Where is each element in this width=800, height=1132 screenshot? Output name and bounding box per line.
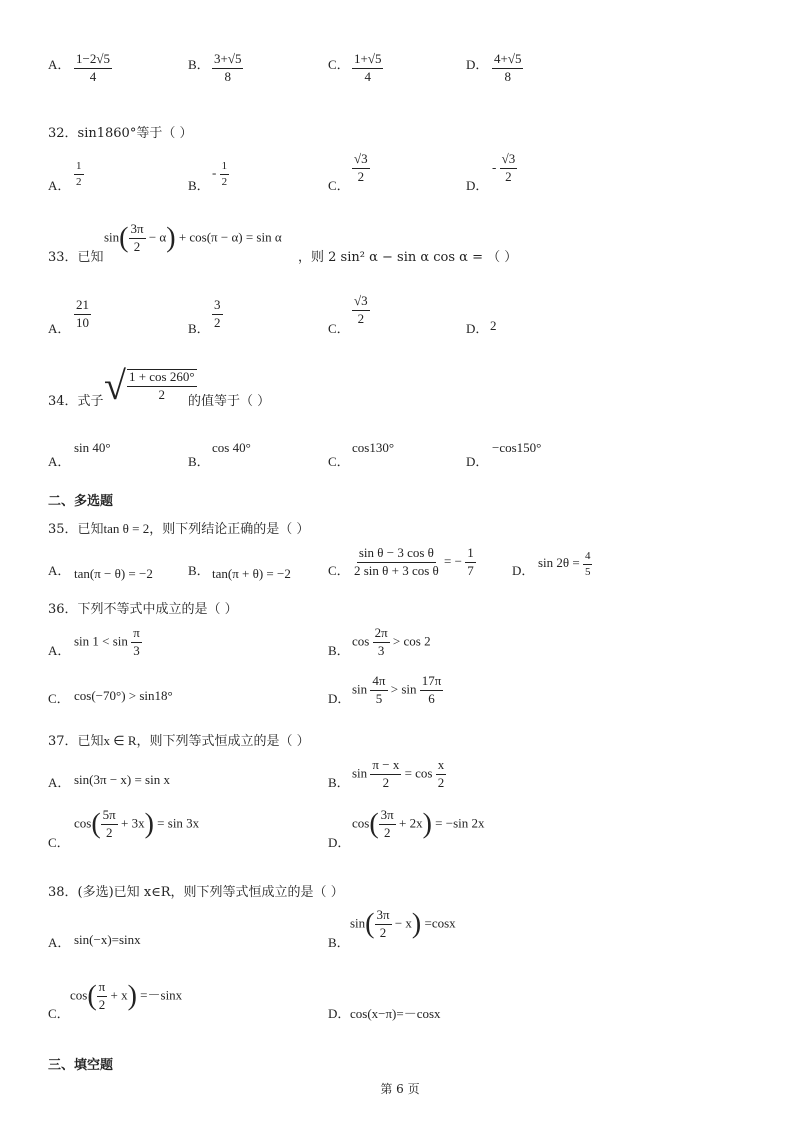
q35-stem	[48, 518, 309, 537]
q33-option-b-value	[212, 298, 223, 331]
fraction-numerator: √3	[500, 152, 518, 169]
q31-option-c: C．	[328, 57, 350, 72]
q37-option-d: D．	[328, 835, 351, 850]
condition-rest: + cos(π − α) = sin α	[178, 229, 282, 245]
q34-option-c-value: cos130°	[352, 440, 395, 455]
stem-text: 35．已知	[48, 522, 104, 537]
minus-sign: -	[212, 165, 217, 181]
q37-option-b: B．	[328, 775, 350, 790]
minus-term: − x	[394, 915, 412, 931]
q36-option-b: B．	[328, 643, 350, 658]
mid: > sin	[390, 681, 417, 697]
q37-option-a-value: sin(3π − x) = sin x	[74, 772, 170, 787]
section-heading-multi-choice: 二、多选题	[48, 494, 114, 509]
stem-text: ，则下列等式恒成立的是（ ）	[136, 734, 310, 749]
fraction-denominator: 2	[105, 824, 113, 840]
fraction-denominator: 8	[504, 68, 511, 84]
fraction-numerator: 4	[583, 550, 593, 565]
plus-term: + 3x	[121, 815, 145, 831]
fraction-numerator: 4π	[370, 674, 387, 691]
section-heading-fill-in: 三、填空题	[48, 1058, 114, 1073]
q38-option-c: C．	[48, 1006, 70, 1021]
lhs: sin	[352, 681, 368, 697]
q31-option-a	[48, 54, 70, 73]
q33-option-a-value	[74, 298, 91, 331]
q33-suffix: ，则 2 sin² α − sin α cos α = （ ）	[298, 250, 518, 265]
q32-option-b-value	[212, 160, 229, 188]
rhs: =－sinx	[140, 987, 183, 1003]
fraction-denominator: 3	[133, 642, 140, 658]
fraction-denominator: 6	[428, 690, 435, 706]
q37-option-d-value	[352, 808, 485, 841]
q33-option-c: C．	[328, 321, 350, 336]
q33-option-a: A．	[48, 321, 71, 336]
rhs: = sin 3x	[157, 815, 200, 831]
fraction-denominator: 7	[467, 562, 474, 578]
fraction-denominator: 2	[437, 774, 445, 790]
fraction-denominator: 2	[379, 924, 387, 940]
q33-option-c-value	[352, 294, 370, 327]
fraction-numerator: 3π	[129, 222, 146, 239]
q31-option-b-value	[212, 52, 243, 85]
fraction-numerator: sin θ − 3 cos θ	[357, 546, 436, 563]
q33-condition	[104, 222, 282, 255]
radical-sign: √	[104, 363, 126, 408]
stem-math: x ∈ R	[103, 733, 137, 748]
lhs: cos	[352, 633, 370, 649]
q35-option-b-value: tan(π + θ) = −2	[212, 566, 291, 581]
fraction-denominator: 4	[364, 68, 371, 84]
fraction-denominator: 2	[357, 168, 365, 184]
q36-option-b-value	[352, 626, 431, 659]
fraction-denominator: 2	[76, 175, 82, 188]
q36-option-a: A．	[48, 643, 71, 658]
q35-option-a: A．	[48, 563, 71, 578]
fraction-numerator: 3π	[379, 808, 396, 825]
right-paren: )	[422, 808, 432, 840]
q32-option-a-value	[74, 160, 84, 188]
fraction-denominator: 2	[133, 238, 141, 254]
fraction-denominator: 2	[158, 387, 165, 402]
fraction-numerator: 5π	[101, 808, 118, 825]
rhs: > cos 2	[392, 633, 431, 649]
q33-option-b: B．	[188, 321, 210, 336]
stem-math: tan θ = 2	[103, 521, 150, 536]
plus-term: + x	[110, 987, 128, 1003]
fraction-denominator: 2	[98, 996, 106, 1012]
rhs: = −sin 2x	[435, 815, 485, 831]
fraction-numerator: 1+√5	[352, 52, 383, 69]
q34-suffix: 的值等于（ ）	[188, 394, 271, 409]
fraction-denominator: 4	[89, 68, 97, 84]
q34-option-a-value: sin 40°	[74, 440, 111, 455]
fraction-numerator: 17π	[420, 674, 444, 691]
q36-option-d: D．	[328, 691, 351, 706]
fraction-denominator: 2	[221, 175, 228, 188]
right-paren: )	[127, 980, 137, 1012]
q37-option-c-value	[74, 808, 199, 841]
q33-option-d: D．	[466, 321, 489, 336]
q34-option-c: C．	[328, 454, 350, 469]
q38-option-a-value: sin(−x)=sinx	[74, 932, 141, 947]
fraction-numerator: x	[436, 758, 447, 775]
right-paren: )	[411, 908, 422, 940]
fraction-denominator: 5	[375, 690, 383, 706]
fraction-denominator: 2	[505, 168, 512, 184]
lhs: cos	[70, 987, 88, 1003]
lhs: sin 2θ =	[538, 555, 580, 571]
q35-option-a-value: tan(π − θ) = −2	[74, 566, 153, 581]
q37-stem	[48, 730, 310, 749]
lhs: sin	[352, 765, 368, 781]
fraction-denominator: 8	[224, 68, 231, 84]
q33-prefix: 33．已知	[48, 250, 104, 265]
fraction-denominator: 2	[382, 774, 390, 790]
q35-option-b: B．	[188, 563, 210, 578]
q32-stem: 32．sin1860°等于（ ）	[48, 126, 193, 141]
fraction-numerator: π − x	[370, 758, 401, 775]
fraction-numerator: √3	[352, 152, 370, 169]
minus-sign: -	[492, 159, 497, 175]
q31-option-a-value	[74, 52, 112, 85]
lhs: cos	[74, 815, 92, 831]
fraction-numerator: 1 + cos 260°	[127, 370, 197, 387]
fraction-denominator: 2	[383, 824, 391, 840]
q31-option-d: D．	[466, 57, 489, 72]
q38-stem: 38．(多选)已知 x∈R，则下列等式恒成立的是（ ）	[48, 885, 344, 900]
left-paren: (	[119, 222, 129, 254]
q35-option-d-value	[538, 550, 592, 578]
q34-radical	[104, 363, 197, 408]
q31-option-b: B．	[188, 57, 210, 72]
equals-minus: = −	[444, 553, 462, 569]
q36-option-c: C．	[48, 691, 70, 706]
q34-option-b: B．	[188, 454, 210, 469]
q34-option-b-value: cos 40°	[212, 440, 251, 455]
q36-stem: 36．下列不等式中成立的是（ ）	[48, 602, 238, 617]
right-paren: )	[166, 222, 176, 254]
fraction-numerator: 21	[74, 298, 91, 315]
q36-option-d-value	[352, 674, 443, 707]
q32-option-d: D．	[466, 178, 489, 193]
q35-option-d: D．	[512, 563, 535, 578]
fraction-denominator: 2	[214, 314, 221, 330]
left-paren: (	[91, 808, 101, 840]
q35-option-c: C．	[328, 563, 350, 578]
stem-text: ，则下列结论正确的是（ ）	[149, 522, 310, 537]
q36-option-c-value: cos(−70°) > sin18°	[74, 688, 173, 703]
q37-option-c: C．	[48, 835, 70, 850]
fraction-numerator: 3	[212, 298, 223, 315]
q38-option-b-value	[350, 908, 456, 941]
fraction-denominator: 10	[76, 314, 89, 330]
fraction-numerator: π	[131, 626, 142, 643]
fraction-numerator: π	[97, 980, 108, 997]
q38-option-d-value: cos(x−π)=－cosx	[350, 1006, 441, 1021]
q36-option-a-value	[74, 626, 142, 659]
sin-fn: sin	[104, 229, 120, 245]
fraction-denominator: 2	[357, 310, 365, 326]
q32-option-b: B．	[188, 178, 210, 193]
fraction-numerator: 4+√5	[492, 52, 523, 69]
lhs: sin	[350, 915, 366, 931]
q32-option-c-value	[352, 152, 370, 185]
fraction-numerator: 1	[465, 546, 476, 563]
q35-option-c-value	[352, 546, 476, 579]
fraction-numerator: 1	[74, 160, 84, 175]
option-label: A．	[48, 57, 71, 72]
page-number: 第 6 页	[380, 1082, 420, 1096]
q38-option-d: D．	[328, 1006, 351, 1021]
plus-term: + 2x	[399, 815, 423, 831]
fraction-numerator: 1−2√5	[74, 52, 112, 69]
q34-option-d-value: −cos150°	[492, 440, 542, 455]
rhs: =cosx	[424, 915, 456, 931]
q31-option-d-value	[492, 52, 523, 85]
stem-text: 37．已知	[48, 734, 104, 749]
q33-option-d-value: 2	[490, 318, 497, 333]
q32-option-a: A．	[48, 178, 71, 193]
fraction-numerator: 3+√5	[212, 52, 243, 69]
fraction-denominator: 2 sin θ + 3 cos θ	[354, 562, 439, 578]
q38-option-b: B．	[328, 935, 350, 950]
q32-option-c: C．	[328, 178, 350, 193]
lhs: cos	[352, 815, 370, 831]
mid: = cos	[404, 765, 433, 781]
q31-option-c-value	[352, 52, 383, 85]
q32-option-d-value	[492, 152, 517, 185]
fraction-denominator: 3	[377, 642, 385, 658]
q38-option-c-value	[70, 980, 182, 1013]
fraction-numerator: 1	[220, 160, 230, 175]
right-paren: )	[144, 808, 154, 840]
minus-alpha: − α	[148, 229, 167, 245]
q37-option-a: A．	[48, 775, 71, 790]
left-paren: (	[365, 908, 375, 940]
q34-prefix: 34．式子	[48, 394, 104, 409]
lhs: sin 1 < sin	[74, 633, 128, 649]
q37-option-b-value	[352, 758, 446, 791]
fraction-numerator: 2π	[373, 626, 390, 643]
left-paren: (	[87, 980, 97, 1012]
fraction-numerator: 3π	[375, 908, 392, 925]
q34-option-d: D．	[466, 454, 489, 469]
left-paren: (	[369, 808, 379, 840]
fraction-denominator: 5	[584, 565, 591, 578]
q38-option-a: A．	[48, 935, 71, 950]
fraction-numerator: √3	[352, 294, 370, 311]
q34-option-a: A．	[48, 454, 71, 469]
